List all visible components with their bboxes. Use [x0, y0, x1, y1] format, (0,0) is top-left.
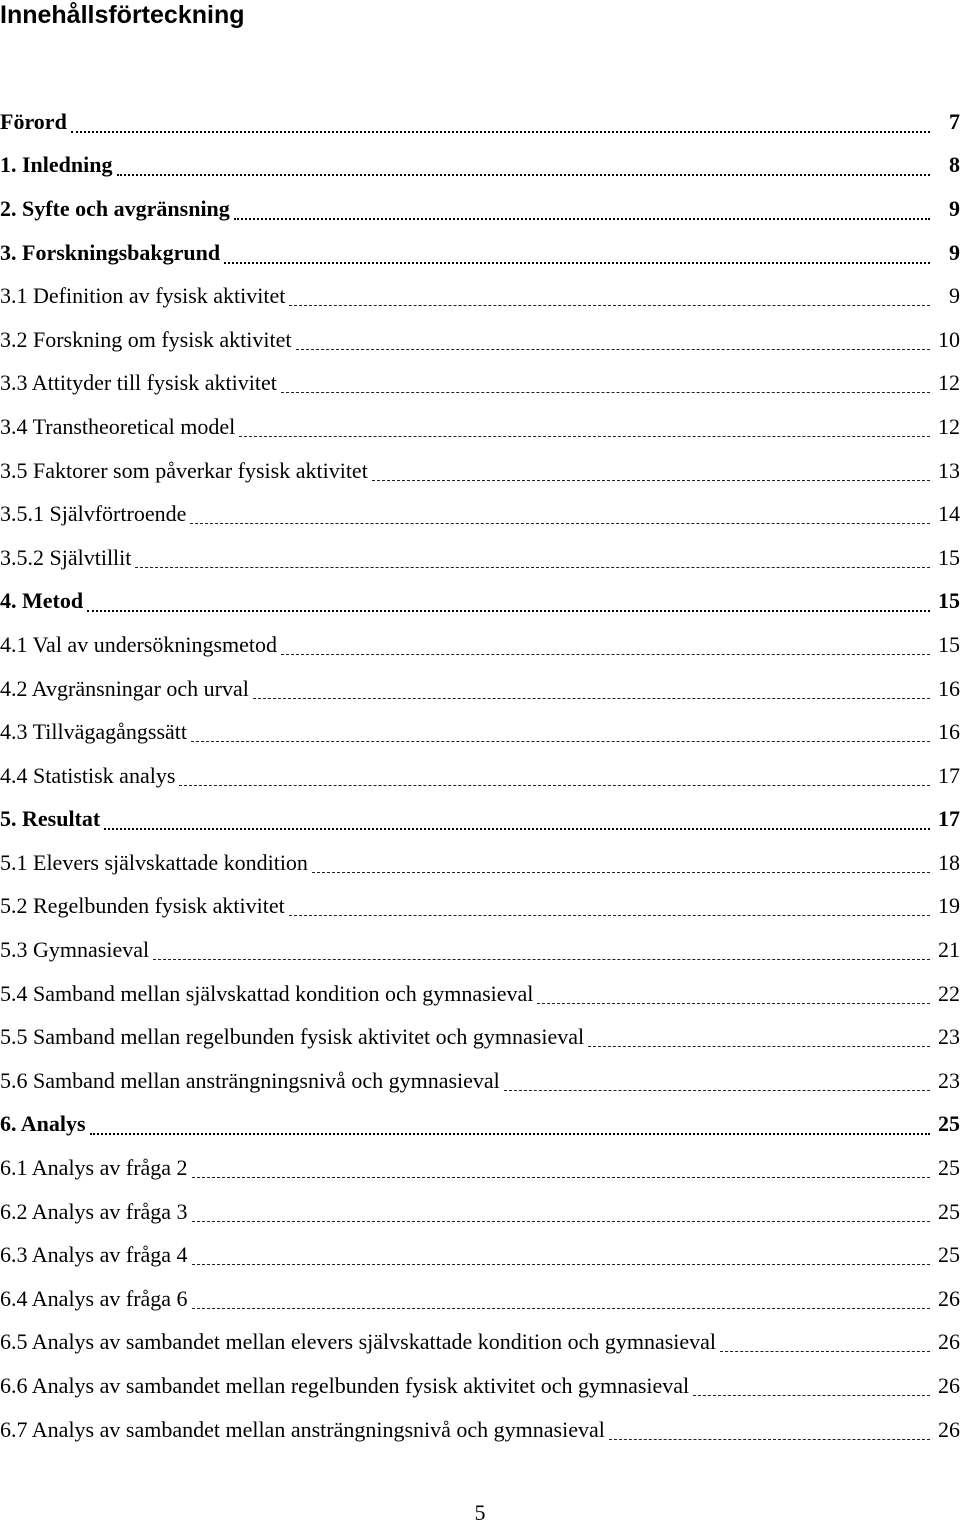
toc-entry-page: 12: [938, 413, 960, 439]
toc-leader-dots: [253, 678, 930, 700]
toc-leader-dots: [372, 460, 930, 482]
toc-leader-dots: [296, 329, 931, 351]
toc-entry-title: 4.4 Statistisk analys: [0, 762, 176, 788]
toc-entry-title: 3.5.2 Självtillit: [0, 544, 132, 570]
toc-entry[interactable]: [0, 798, 960, 842]
toc-entry[interactable]: [0, 754, 960, 798]
toc-entry[interactable]: [0, 667, 960, 711]
toc-entry-title: 3.5 Faktorer som påverkar fysisk aktivitet: [0, 457, 368, 483]
toc-leader-dots: [504, 1070, 930, 1092]
toc-leader-dots: [312, 852, 930, 874]
toc-entry-page: 9: [949, 283, 960, 309]
table-of-contents: [0, 100, 960, 1451]
toc-entry[interactable]: [0, 1059, 960, 1103]
toc-entry-page: 9: [949, 195, 960, 221]
toc-leader-dots: [192, 1244, 930, 1266]
toc-leader-dots: [693, 1375, 930, 1397]
toc-entry[interactable]: [0, 144, 960, 188]
toc-entry-title: 4.3 Tillvägagångssätt: [0, 719, 188, 745]
toc-leader-dots: [192, 1288, 930, 1310]
toc-entry-title: 6.4 Analys av fråga 6: [0, 1285, 188, 1311]
toc-entry[interactable]: [0, 1277, 960, 1321]
toc-entry-title: 3.1 Definition av fysisk aktivitet: [0, 283, 286, 309]
toc-entry-page: 23: [938, 1067, 960, 1093]
toc-leader-dots: [104, 808, 930, 830]
toc-leader-dots: [192, 1201, 930, 1223]
toc-leader-dots: [90, 1113, 930, 1135]
toc-entry-page: 15: [938, 588, 960, 614]
toc-entry-page: 21: [938, 937, 960, 963]
toc-entry-page: 16: [938, 719, 960, 745]
toc-entry-title: 5.2 Regelbunden fysisk aktivitet: [0, 893, 285, 919]
toc-leader-dots: [153, 939, 930, 961]
toc-entry-page: 10: [938, 326, 960, 352]
toc-entry-page: 12: [938, 370, 960, 396]
toc-leader-dots: [234, 198, 930, 220]
toc-entry-page: 18: [938, 849, 960, 875]
toc-entry-title: 6.1 Analys av fråga 2: [0, 1155, 188, 1181]
toc-entry[interactable]: [0, 274, 960, 318]
toc-entry-page: 22: [938, 980, 960, 1006]
toc-entry-page: 14: [938, 501, 960, 527]
toc-entry-title: 2. Syfte och avgränsning: [0, 195, 230, 221]
toc-entry-title: 6.5 Analys av sambandet mellan elevers självskattade kondition och gymnasieval: [0, 1329, 717, 1355]
toc-entry-page: 26: [938, 1416, 960, 1442]
toc-entry[interactable]: [0, 1015, 960, 1059]
toc-entry-page: 9: [949, 239, 960, 265]
toc-entry-title: Förord: [0, 108, 67, 134]
toc-entry-title: 6. Analys: [0, 1111, 86, 1137]
toc-entry[interactable]: [0, 1103, 960, 1147]
toc-entry-title: 5.6 Samband mellan ansträngningsnivå och gymnasieval: [0, 1067, 500, 1093]
toc-entry-page: 25: [938, 1111, 960, 1137]
toc-leader-dots: [289, 895, 930, 917]
toc-entry-page: 26: [938, 1373, 960, 1399]
toc-leader-dots: [179, 765, 930, 787]
toc-entry-title: 6.3 Analys av fråga 4: [0, 1242, 188, 1268]
toc-entry-title: 3.2 Forskning om fysisk aktivitet: [0, 326, 292, 352]
toc-entry-title: 4.2 Avgränsningar och urval: [0, 675, 249, 701]
toc-entry-title: 4. Metod: [0, 588, 84, 614]
toc-entry-page: 26: [938, 1329, 960, 1355]
page-title: Innehållsförteckning: [0, 1, 245, 29]
toc-entry[interactable]: [0, 1146, 960, 1190]
toc-entry-title: 6.6 Analys av sambandet mellan regelbunden fysisk aktivitet och gymnasieval: [0, 1373, 690, 1399]
toc-entry-page: 25: [938, 1155, 960, 1181]
toc-entry[interactable]: [0, 231, 960, 275]
toc-leader-dots: [190, 503, 930, 525]
toc-entry[interactable]: [0, 536, 960, 580]
toc-entry-page: 15: [938, 631, 960, 657]
toc-leader-dots: [537, 983, 930, 1005]
page-number: 5: [474, 1500, 486, 1525]
toc-leader-dots: [281, 372, 930, 394]
toc-leader-dots: [588, 1026, 930, 1048]
toc-entry[interactable]: [0, 1408, 960, 1452]
toc-entry[interactable]: [0, 449, 960, 493]
toc-entry[interactable]: [0, 492, 960, 536]
toc-entry-title: 3.3 Attityder till fysisk aktivitet: [0, 370, 277, 396]
toc-entry[interactable]: [0, 1233, 960, 1277]
toc-leader-dots: [191, 721, 930, 743]
toc-leader-dots: [239, 416, 930, 438]
toc-entry-page: 25: [938, 1198, 960, 1224]
toc-entry-page: 25: [938, 1242, 960, 1268]
toc-entry-page: 15: [938, 544, 960, 570]
toc-entry-page: 17: [938, 806, 960, 832]
toc-entry[interactable]: [0, 1364, 960, 1408]
toc-entry-page: 23: [938, 1024, 960, 1050]
toc-entry-title: 6.7 Analys av sambandet mellan ansträngningsnivå och gymnasieval: [0, 1416, 605, 1442]
toc-leader-dots: [289, 285, 930, 307]
toc-leader-dots: [87, 590, 930, 612]
toc-entry-title: 3.4 Transtheoretical model: [0, 413, 236, 439]
toc-leader-dots: [281, 634, 930, 656]
toc-entry[interactable]: [0, 841, 960, 885]
toc-entry-title: 4.1 Val av undersökningsmetod: [0, 631, 278, 657]
toc-entry[interactable]: [0, 972, 960, 1016]
toc-entry-page: 16: [938, 675, 960, 701]
toc-entry[interactable]: [0, 405, 960, 449]
toc-entry-page: 7: [949, 108, 960, 134]
toc-leader-dots: [192, 1157, 930, 1179]
toc-entry[interactable]: [0, 1321, 960, 1365]
toc-entry-page: 19: [938, 893, 960, 919]
toc-entry-title: 6.2 Analys av fråga 3: [0, 1198, 188, 1224]
toc-entry[interactable]: [0, 580, 960, 624]
toc-entry-title: 5.1 Elevers självskattade kondition: [0, 849, 308, 875]
toc-entry[interactable]: [0, 710, 960, 754]
toc-leader-dots: [135, 547, 930, 569]
toc-entry[interactable]: [0, 928, 960, 972]
toc-entry-title: 5.5 Samband mellan regelbunden fysisk aktivitet och gymnasieval: [0, 1024, 585, 1050]
toc-entry-page: 17: [938, 762, 960, 788]
toc-entry-title: 3.5.1 Självförtroende: [0, 501, 187, 527]
toc-leader-dots: [71, 111, 930, 133]
toc-entry[interactable]: [0, 1190, 960, 1234]
toc-entry-title: 5.4 Samband mellan självskattad kondition och gymnasieval: [0, 980, 534, 1006]
toc-leader-dots: [720, 1331, 930, 1353]
toc-leader-dots: [117, 154, 931, 176]
toc-entry-page: 26: [938, 1285, 960, 1311]
toc-entry[interactable]: [0, 885, 960, 929]
toc-entry[interactable]: [0, 318, 960, 362]
toc-entry-title: 3. Forskningsbakgrund: [0, 239, 221, 265]
toc-entry-title: 5. Resultat: [0, 806, 101, 832]
toc-entry-page: 13: [938, 457, 960, 483]
toc-entry[interactable]: [0, 100, 960, 144]
toc-entry[interactable]: [0, 187, 960, 231]
toc-entry[interactable]: [0, 623, 960, 667]
toc-entry[interactable]: [0, 362, 960, 406]
toc-leader-dots: [224, 242, 930, 264]
toc-entry-title: 5.3 Gymnasieval: [0, 937, 150, 963]
toc-leader-dots: [609, 1419, 930, 1441]
toc-entry-page: 8: [949, 152, 960, 178]
toc-entry-title: 1. Inledning: [0, 152, 113, 178]
